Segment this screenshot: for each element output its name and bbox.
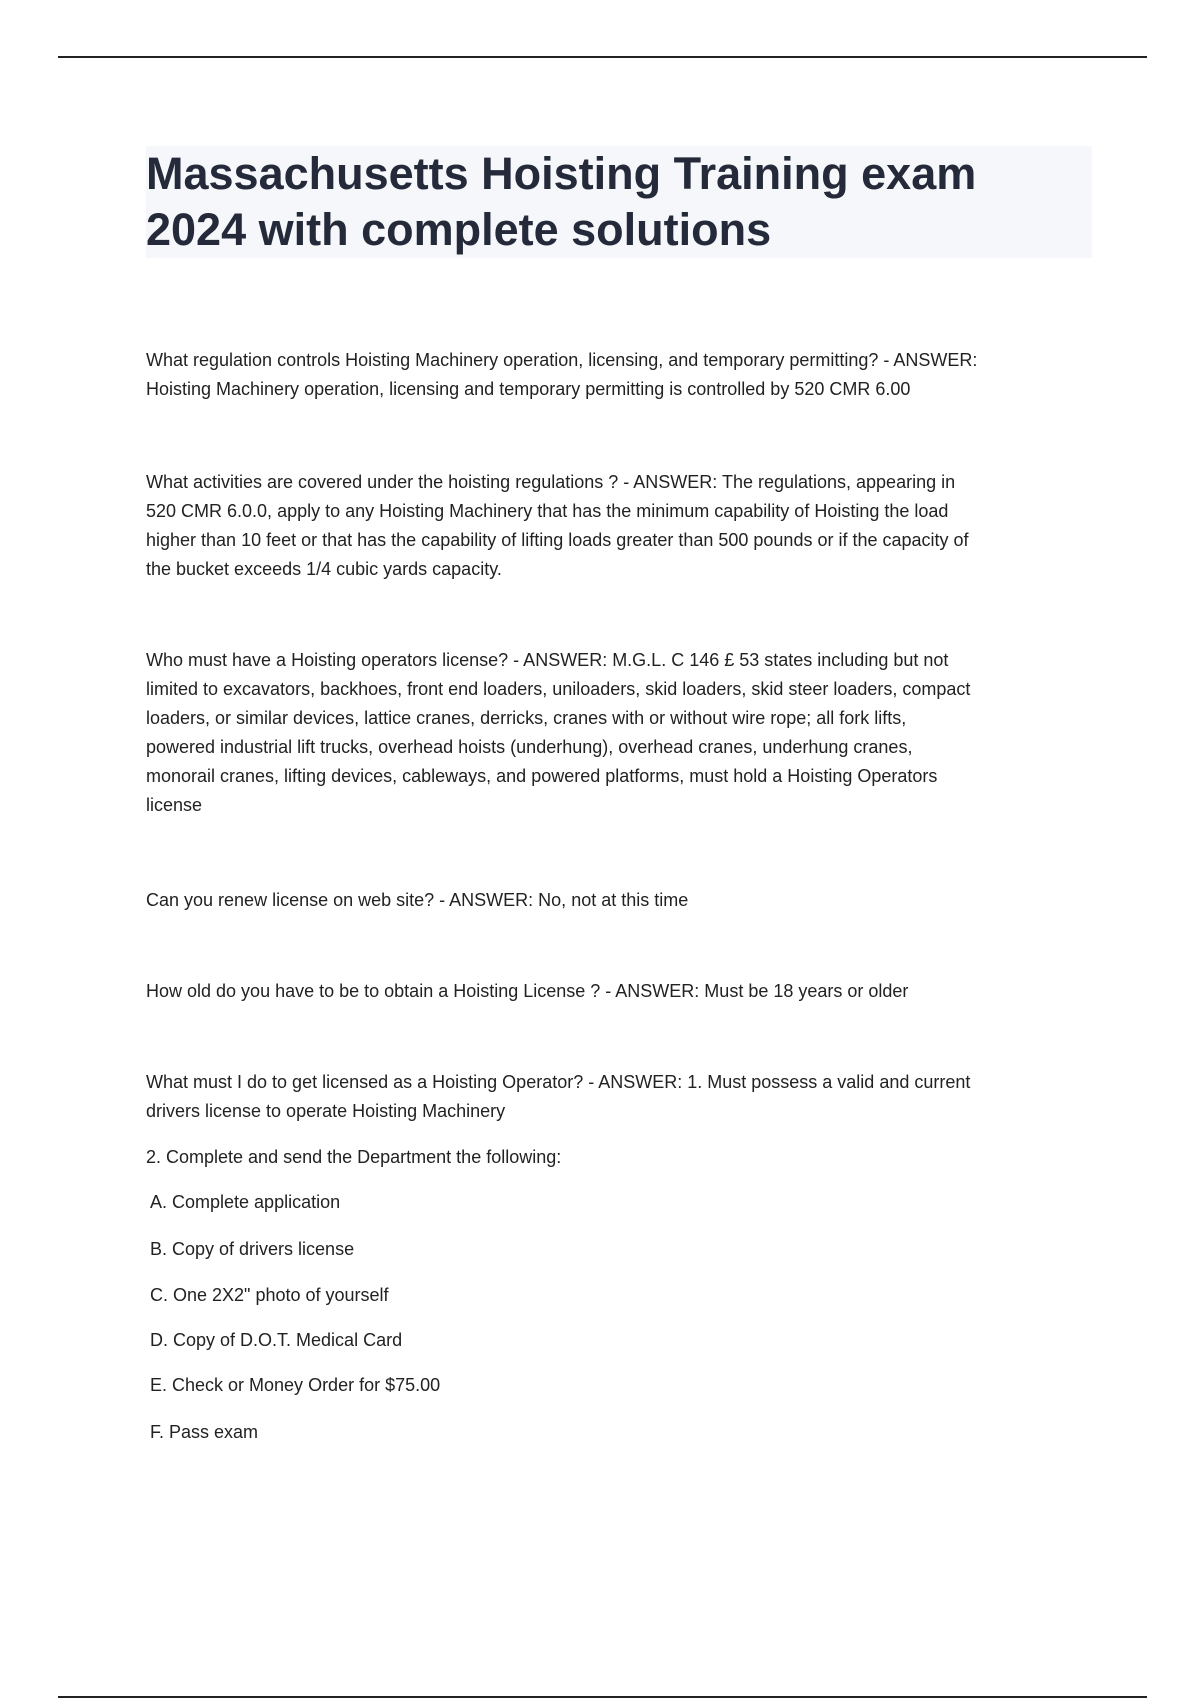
- document-title: [146, 146, 1092, 258]
- text-line: drivers license to operate Hoisting Machinery: [146, 1101, 506, 1121]
- list-item: D. Copy of D.O.T. Medical Card: [150, 1330, 403, 1350]
- text-line: What regulation controls Hoisting Machinery operation, licensing, and temporary permitting? - ANSWER:: [146, 350, 978, 370]
- text-line: powered industrial lift trucks, overhead hoists (underhung), overhead cranes, underhung cranes,: [146, 737, 913, 757]
- title-line-1: Massachusetts Hoisting Training exam: [146, 148, 977, 199]
- list-item: C. One 2X2" photo of yourself: [150, 1285, 389, 1305]
- text-line: the bucket exceeds 1/4 cubic yards capacity.: [146, 559, 502, 579]
- qa-5: [146, 977, 908, 1006]
- list-item: E. Check or Money Order for $75.00: [150, 1375, 441, 1395]
- text-line: license: [146, 795, 203, 815]
- text-line: loaders, or similar devices, lattice cranes, derricks, cranes with or without wire rope; all fork lifts,: [146, 708, 907, 728]
- text-line: Hoisting Machinery operation, licensing and temporary permitting is controlled by 520 CMR 6.00: [146, 379, 911, 399]
- qa-2: [146, 468, 969, 584]
- list-item: B. Copy of drivers license: [150, 1239, 355, 1259]
- text-line: Who must have a Hoisting operators license? - ANSWER: M.G.L. C 146 £ 53 states including but not: [146, 650, 949, 670]
- qa-4: [146, 886, 688, 915]
- text-line: Can you renew license on web site? - ANSWER: No, not at this time: [146, 890, 689, 910]
- text-line: limited to excavators, backhoes, front end loaders, uniloaders, skid loaders, skid steer loaders, compact: [146, 679, 971, 699]
- list-item: F. Pass exam: [150, 1422, 259, 1442]
- qa-6: [146, 1068, 970, 1126]
- text-line: higher than 10 feet or that has the capability of lifting loads greater than 500 pounds or if the capacity of: [146, 530, 969, 550]
- text-line: What activities are covered under the hoisting regulations ? - ANSWER: The regulations, appearing in: [146, 472, 956, 492]
- bottom-rule: [58, 1696, 1147, 1698]
- top-rule: [58, 56, 1147, 58]
- qa-3: [146, 646, 970, 820]
- text-line: 520 CMR 6.0.0, apply to any Hoisting Machinery that has the minimum capability of Hoisting the load: [146, 501, 949, 521]
- text-line: monorail cranes, lifting devices, cableways, and powered platforms, must hold a Hoisting Operators: [146, 766, 938, 786]
- text-line: What must I do to get licensed as a Hoisting Operator? - ANSWER: 1. Must possess a valid and current: [146, 1072, 971, 1092]
- qa-1: [146, 346, 977, 404]
- title-line-2: 2024 with complete solutions: [146, 204, 772, 255]
- step-2: 2. Complete and send the Department the following:: [146, 1147, 562, 1167]
- list-item: A. Complete application: [150, 1192, 341, 1212]
- text-line: How old do you have to be to obtain a Hoisting License ? - ANSWER: Must be 18 years or older: [146, 981, 909, 1001]
